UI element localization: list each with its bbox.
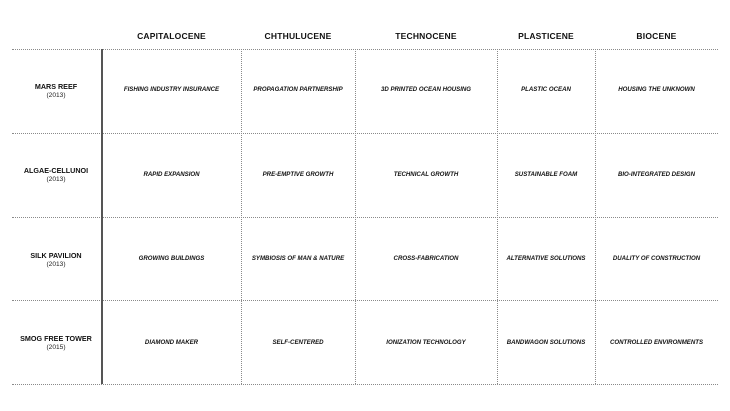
- row-year: (2013): [46, 176, 66, 183]
- row-divider: [12, 133, 718, 134]
- row-divider: [12, 49, 718, 50]
- table-cell: GROWING BUILDINGS: [138, 255, 205, 262]
- table-cell: BANDWAGON SOLUTIONS: [506, 339, 586, 346]
- table-cell: CONTROLLED ENVIRONMENTS: [609, 339, 704, 346]
- table-cell: FISHING INDUSTRY INSURANCE: [123, 86, 220, 93]
- column-divider: [497, 49, 498, 384]
- table-cell: PRE-EMPTIVE GROWTH: [262, 171, 334, 178]
- table-cell: ALTERNATIVE SOLUTIONS: [506, 255, 586, 262]
- column-divider: [595, 49, 596, 384]
- row-header-smog-free-tower: [12, 334, 100, 352]
- table-cell: SYMBIOSIS OF MAN & NATURE: [251, 255, 345, 262]
- row-year: (2013): [46, 261, 66, 268]
- table-cell: BIO-INTEGRATED DESIGN: [617, 171, 696, 178]
- table-cell: RAPID EXPANSION: [143, 171, 200, 178]
- table-cell: IONIZATION TECHNOLOGY: [386, 339, 466, 346]
- row-header-mars-reef: [12, 82, 100, 100]
- table-cell: SUSTAINABLE FOAM: [514, 171, 578, 178]
- header-column-divider: [101, 49, 103, 384]
- table-cell: DIAMOND MAKER: [144, 339, 199, 346]
- table-cell: DUALITY OF CONSTRUCTION: [612, 255, 701, 262]
- column-header-capitalocene: CAPITALOCENE: [137, 31, 206, 41]
- row-year: (2015): [46, 344, 66, 351]
- row-title: MARS REEF: [34, 82, 78, 91]
- row-header-silk-pavilion: [12, 251, 100, 269]
- row-title: ALGAE-CELLUNOI: [23, 166, 89, 175]
- row-divider: [12, 300, 718, 301]
- column-divider: [241, 49, 242, 384]
- row-header-algae-cellunoi: [12, 166, 100, 184]
- row-year: (2013): [46, 92, 66, 99]
- row-divider: [12, 384, 718, 385]
- table-cell: PROPAGATION PARTNERSHIP: [253, 86, 343, 93]
- table-cell: CROSS-FABRICATION: [393, 255, 459, 262]
- row-divider: [12, 217, 718, 218]
- row-title: SILK PAVILION: [30, 251, 82, 260]
- table-cell: 3D PRINTED OCEAN HOUSING: [380, 86, 472, 93]
- table-cell: HOUSING THE UNKNOWN: [618, 86, 695, 93]
- column-header-technocene: TECHNOCENE: [395, 31, 457, 41]
- table-cell: SELF-CENTERED: [272, 339, 324, 346]
- table-cell: PLASTIC OCEAN: [521, 86, 571, 93]
- column-header-plasticene: PLASTICENE: [518, 31, 574, 41]
- row-title: SMOG FREE TOWER: [20, 334, 92, 343]
- table-cell: TECHNICAL GROWTH: [393, 171, 459, 178]
- column-header-biocene: BIOCENE: [636, 31, 677, 41]
- column-header-chthulucene: CHTHULUCENE: [264, 31, 332, 41]
- column-divider: [355, 49, 356, 384]
